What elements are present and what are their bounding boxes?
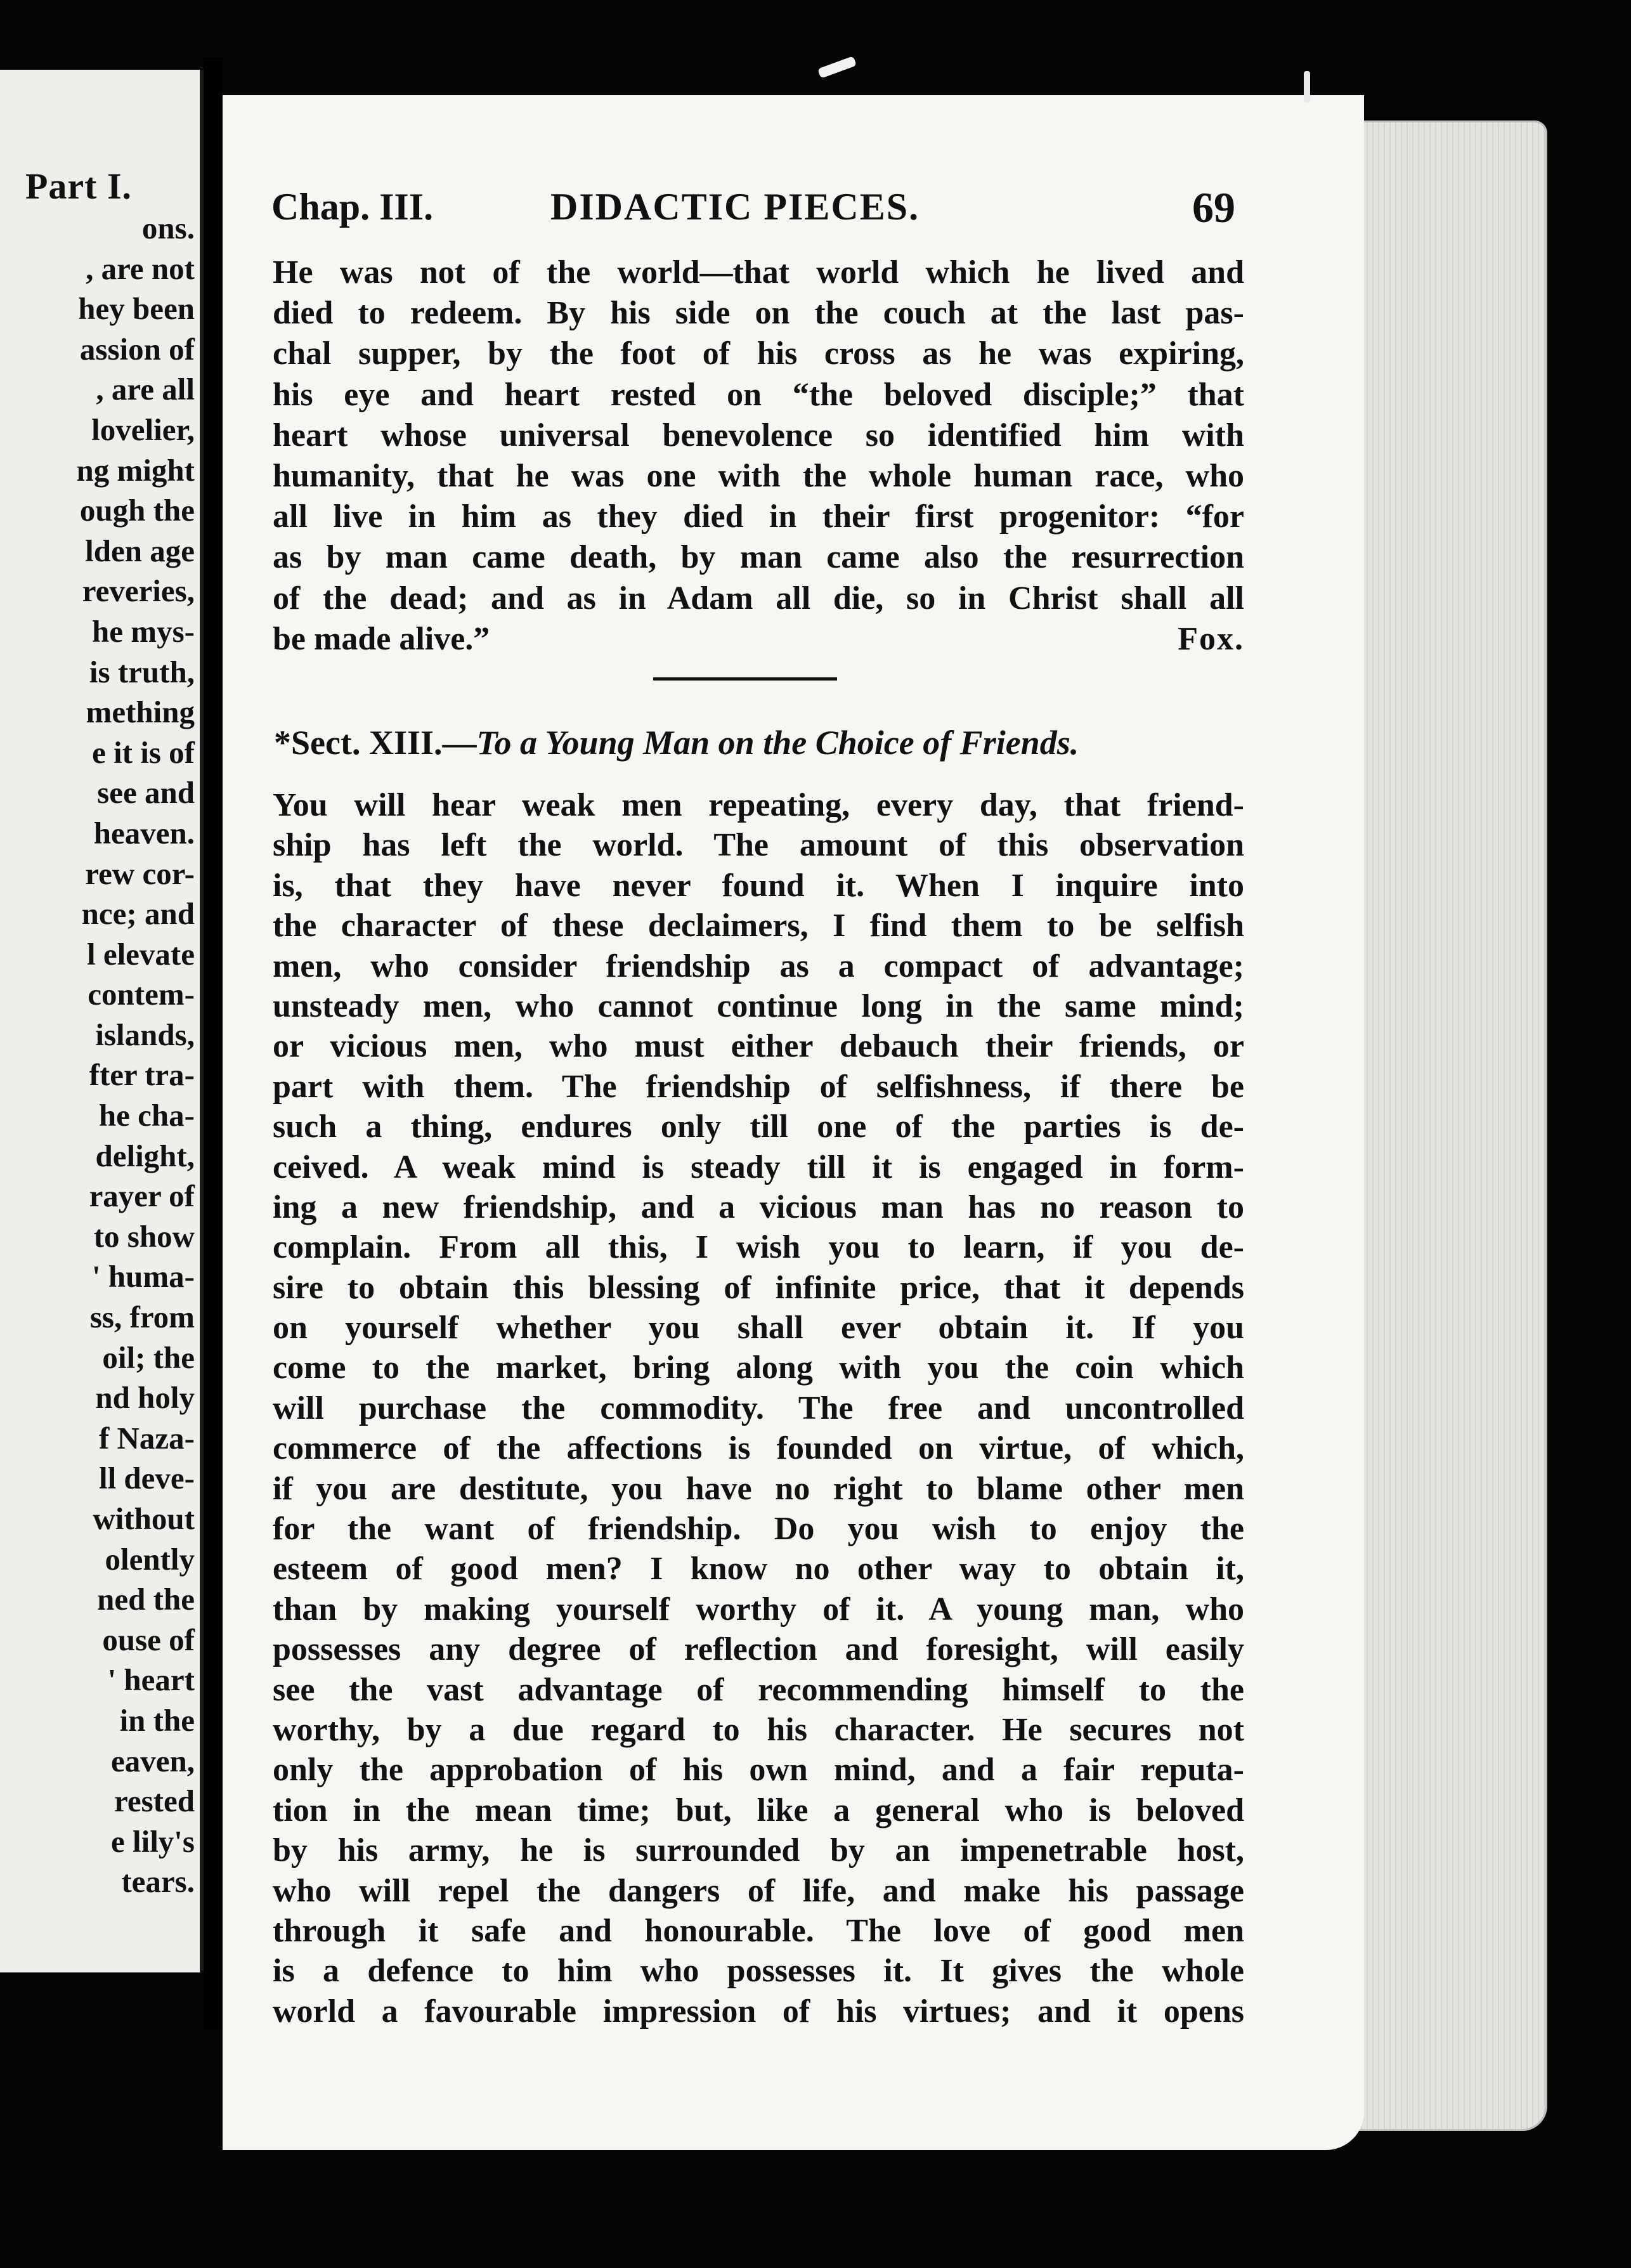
page-edges — [1357, 121, 1547, 2131]
left-page-text — [4, 208, 195, 1902]
text-line: He was not of the world—that world which he lived and — [273, 254, 1244, 290]
left-text-line: ned the — [97, 1582, 195, 1617]
left-text-line: oil; the — [102, 1339, 195, 1375]
section-heading — [274, 723, 1251, 762]
left-text-line: rew cor- — [85, 856, 195, 891]
left-text-line: is truth, — [89, 654, 195, 689]
text-line: unsteady men, who cannot continue long in the same mind; — [273, 987, 1244, 1024]
left-text-line: ough the — [79, 493, 195, 528]
text-line: the character of these declaimers, I find them to be selfish — [273, 908, 1244, 944]
left-text-line: nd holy — [95, 1380, 195, 1416]
left-text-line: delight, — [95, 1138, 195, 1173]
left-text-line: ons. — [141, 211, 195, 245]
left-text-line: assion of — [79, 331, 195, 367]
left-text-line: ng might — [76, 452, 195, 488]
text-line: come to the market, bring along with you the coin which — [273, 1350, 1244, 1386]
text-line: for the want of friendship. Do you wish to enjoy the — [273, 1511, 1244, 1548]
attribution: Fox. — [1178, 620, 1244, 657]
text-line — [273, 619, 1244, 660]
left-text-line: ll deve- — [98, 1461, 195, 1496]
text-line: than by making yourself worthy of it. A young man, who — [273, 1591, 1244, 1627]
text-line: by his army, he is surrounded by an impenetrable host, — [273, 1832, 1244, 1869]
left-text-line: f Naza- — [98, 1420, 195, 1456]
text-line: worthy, by a due regard to his character. He secures not — [273, 1711, 1244, 1748]
left-text-line: without — [93, 1501, 195, 1536]
text-line: part with them. The friendship of selfishness, if there be — [273, 1068, 1244, 1105]
paper-mark — [1304, 71, 1310, 103]
text-line: on yourself whether you shall ever obtain it. If you — [273, 1310, 1244, 1346]
text-line: You will hear weak men repeating, every day, that friend- — [273, 787, 1244, 823]
book-gutter — [204, 57, 223, 2030]
left-text-line: eaven, — [111, 1743, 195, 1778]
left-text-line: he cha- — [98, 1098, 195, 1133]
text-line-content: be made alive.” — [273, 620, 490, 657]
left-page — [0, 70, 204, 1972]
left-text-line: ' heart — [107, 1662, 195, 1698]
left-text-line: mething — [86, 694, 195, 730]
text-line: of the dead; and as in Adam all die, so in Christ shall all — [273, 580, 1244, 616]
chapter-label: Chap. III. — [271, 186, 434, 228]
text-line: as by man came death, by man came also the resurrection — [273, 539, 1244, 576]
text-line: his eye and heart rested on “the beloved disciple;” that — [273, 376, 1244, 413]
text-line: will purchase the commodity. The free and uncontrolled — [273, 1390, 1244, 1426]
left-text-line: he mys- — [92, 613, 195, 649]
text-line: is a defence to him who possesses it. It gives the whole — [273, 1953, 1244, 1990]
text-line: sire to obtain this blessing of infinite price, that it depends — [273, 1269, 1244, 1306]
left-text-line: reveries, — [82, 573, 195, 609]
text-line: such a thing, endures only till one of the parties is de- — [273, 1109, 1244, 1145]
text-line: possesses any degree of reflection and foresight, will easily — [273, 1631, 1244, 1668]
left-text-line: e lily's — [110, 1823, 195, 1859]
text-line: tion in the mean time; but, like a general who is beloved — [273, 1792, 1244, 1828]
left-text-line: in the — [119, 1702, 195, 1738]
text-line: men, who consider friendship as a compact of advantage; — [273, 948, 1244, 984]
text-line: see the vast advantage of recommending himself to the — [273, 1671, 1244, 1708]
left-text-line: fter tra- — [89, 1057, 195, 1093]
text-line: humanity, that he was one with the whole human race, who — [273, 457, 1244, 494]
left-text-line: ' huma- — [91, 1259, 195, 1294]
left-text-line: ouse of — [102, 1622, 195, 1657]
text-line: all live in him as they died in their first progenitor: “for — [273, 499, 1244, 535]
left-text-line: rayer of — [89, 1178, 195, 1214]
left-text-line: e it is of — [92, 734, 195, 770]
text-line: ceived. A weak mind is steady till it is engaged in form- — [273, 1149, 1244, 1185]
section-label: *Sect. XIII.— — [274, 724, 477, 762]
text-line: or vicious men, who must either debauch their friends, or — [273, 1028, 1244, 1065]
text-line: ing a new friendship, and a vicious man has no reason to — [273, 1189, 1244, 1225]
left-page-header: Part I. — [25, 166, 133, 207]
page-number: 69 — [1192, 183, 1235, 231]
text-line: commerce of the affections is founded on virtue, of which, — [273, 1430, 1244, 1467]
left-text-line: rested — [114, 1783, 195, 1819]
text-line: through it safe and honourable. The love of good men — [273, 1912, 1244, 1949]
left-text-line: heaven. — [93, 815, 195, 850]
left-text-line: , are not — [86, 251, 195, 286]
running-head — [271, 185, 1235, 236]
top-passage — [273, 252, 1244, 660]
text-line: who will repel the dangers of life, and make his passage — [273, 1872, 1244, 1909]
body-passage — [273, 785, 1244, 2031]
text-line: only the approbation of his own mind, and a fair reputa- — [273, 1752, 1244, 1789]
left-text-line: see and — [97, 775, 195, 811]
text-line: ship has left the world. The amount of this observation — [273, 827, 1244, 864]
text-line: heart whose universal benevolence so identified him with — [273, 417, 1244, 453]
text-line: if you are destitute, you have no right to blame other men — [273, 1470, 1244, 1507]
section-title: To a Young Man on the Choice of Friends. — [476, 724, 1079, 762]
left-text-line: ss, from — [89, 1300, 195, 1335]
running-title: DIDACTIC PIECES. — [550, 186, 920, 228]
left-text-line: islands, — [95, 1017, 195, 1052]
text-line: world a favourable impression of his virtues; and it opens — [273, 1993, 1244, 2030]
left-text-line: lovelier, — [91, 412, 195, 447]
left-text-line: tears. — [121, 1864, 195, 1900]
left-text-line: to show — [93, 1218, 195, 1254]
left-text-line: lden age — [85, 533, 195, 568]
left-text-line: contem- — [88, 977, 195, 1012]
text-line: esteem of good men? I know no other way to obtain it, — [273, 1551, 1244, 1587]
text-line: died to redeem. By his side on the couch at the last pas- — [273, 295, 1244, 332]
text-line: is, that they have never found it. When I inquire into — [273, 867, 1244, 904]
section-divider — [653, 677, 837, 681]
left-text-line: nce; and — [81, 896, 195, 932]
paper-mark — [817, 56, 857, 79]
left-text-line: , are all — [96, 372, 195, 407]
left-text-line: l elevate — [86, 936, 195, 972]
text-line: complain. From all this, I wish you to learn, if you de- — [273, 1229, 1244, 1266]
left-text-line: olently — [105, 1541, 195, 1577]
left-text-line: hey been — [78, 291, 195, 327]
text-line: chal supper, by the foot of his cross as he was expiring, — [273, 336, 1244, 372]
